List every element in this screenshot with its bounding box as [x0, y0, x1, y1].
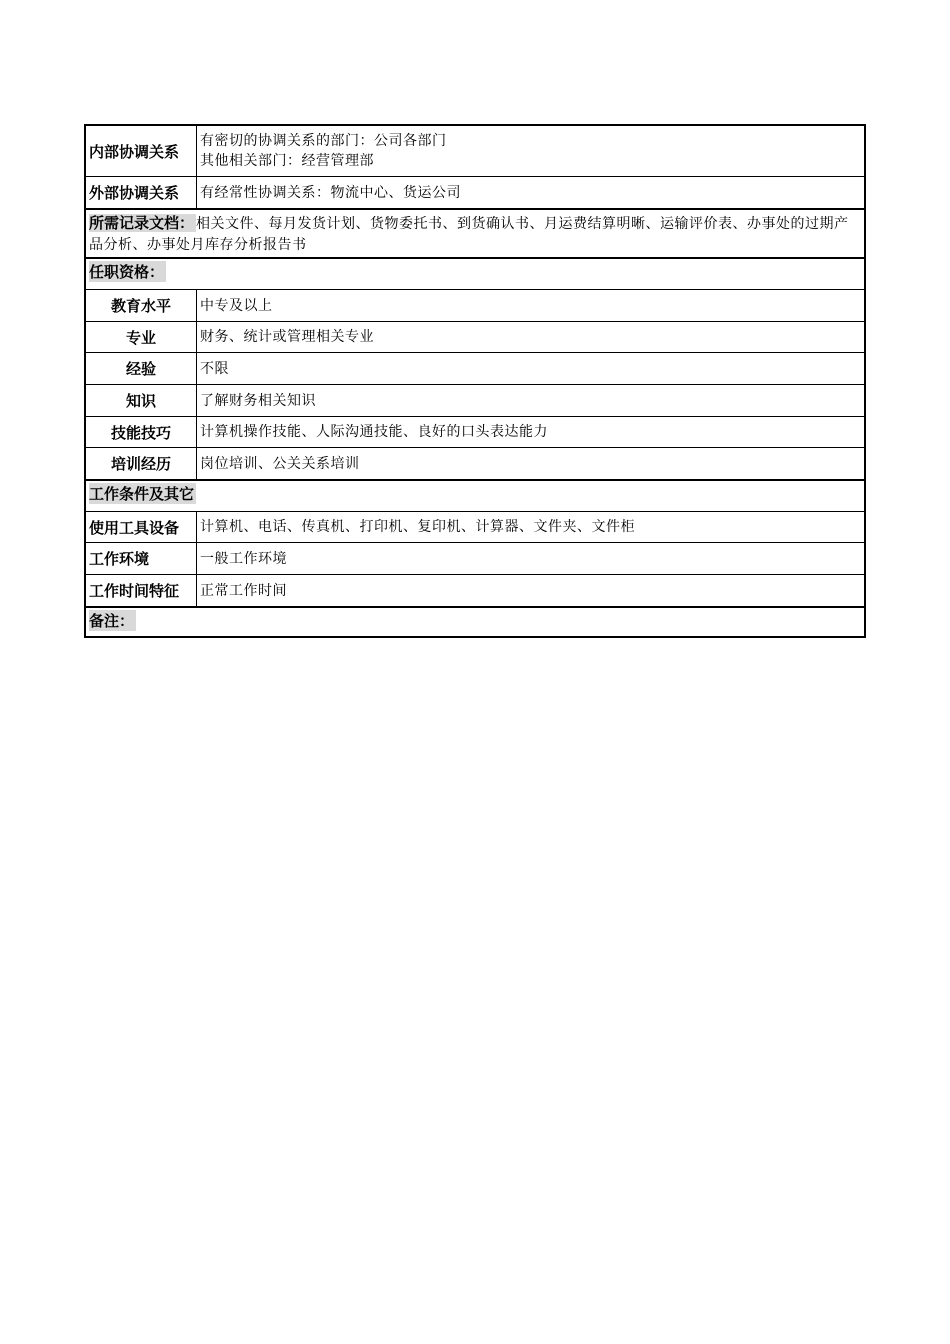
condition-label: 工作环境 — [86, 543, 197, 574]
condition-value: 计算机、电话、传真机、打印机、复印机、计算器、文件夹、文件柜 — [200, 519, 635, 535]
qualification-row — [86, 416, 864, 447]
external-coordination-row — [86, 176, 864, 208]
remarks-row — [86, 606, 864, 636]
condition-row — [86, 511, 864, 542]
qualification-label: 技能技巧 — [86, 417, 197, 447]
internal-coordination-value — [197, 126, 864, 176]
condition-row — [86, 574, 864, 606]
qualification-row — [86, 447, 864, 479]
external-coordination-value: 有经常性协调关系：物流中心、货运公司 — [200, 184, 461, 201]
internal-coordination-line2: 其他相关部门：经营管理部 — [200, 153, 374, 169]
qualification-value: 财务、统计或管理相关专业 — [200, 329, 374, 345]
qualification-label: 专业 — [86, 322, 197, 352]
condition-label: 工作时间特征 — [86, 575, 197, 606]
job-description-table — [84, 124, 866, 638]
records-label: 所需记录文档： — [89, 214, 195, 232]
qualification-value: 计算机操作技能、人际沟通技能、良好的口头表达能力 — [200, 424, 548, 440]
remarks-label: 备注： — [89, 612, 135, 630]
conditions-heading: 工作条件及其它 — [89, 485, 195, 503]
internal-coordination-row — [86, 126, 864, 176]
qualification-label: 经验 — [86, 353, 197, 384]
internal-coordination-line1: 有密切的协调关系的部门：公司各部门 — [200, 133, 447, 149]
qualification-value: 不限 — [200, 360, 229, 377]
qualifications-heading-row — [86, 257, 864, 289]
qualifications-heading: 任职资格： — [89, 263, 165, 281]
qualification-value: 岗位培训、公关关系培训 — [200, 455, 360, 472]
records-row — [86, 208, 864, 257]
qualification-label: 知识 — [86, 385, 197, 416]
records-value: 相关文件、每月发货计划、货物委托书、到货确认书、月运费结算明晰、运输评价表、办事处的过期产品分析、办事处月库存分析报告书 — [89, 216, 849, 253]
qualification-value: 中专及以上 — [200, 297, 273, 314]
internal-coordination-label: 内部协调关系 — [86, 126, 197, 176]
qualification-row — [86, 384, 864, 416]
qualification-row — [86, 321, 864, 352]
condition-label: 使用工具设备 — [86, 512, 197, 542]
qualification-label: 教育水平 — [86, 290, 197, 321]
qualification-value: 了解财务相关知识 — [200, 392, 316, 409]
external-coordination-label: 外部协调关系 — [86, 177, 197, 208]
qualification-row — [86, 352, 864, 384]
qualification-label: 培训经历 — [86, 448, 197, 479]
records-cell — [86, 210, 864, 257]
conditions-heading-row — [86, 479, 864, 511]
condition-value: 正常工作时间 — [200, 582, 287, 599]
qualification-row — [86, 289, 864, 321]
condition-row — [86, 542, 864, 574]
condition-value: 一般工作环境 — [200, 550, 287, 567]
